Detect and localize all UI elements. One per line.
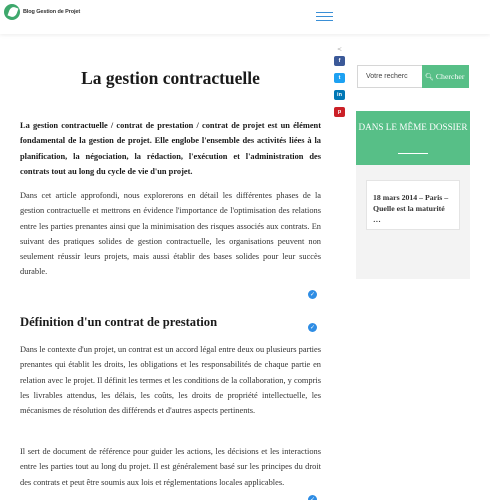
site-header: [0, 0, 490, 34]
check-badge-icon[interactable]: ✓: [309, 291, 316, 298]
leaf-logo-icon: [4, 4, 20, 20]
check-badge-icon[interactable]: ✓: [308, 495, 317, 500]
hamburger-menu-icon[interactable]: [316, 12, 333, 22]
facebook-icon[interactable]: f: [334, 56, 345, 66]
page-title: La gestion contractuelle: [81, 68, 260, 88]
linkedin-icon[interactable]: in: [334, 90, 345, 100]
site-logo[interactable]: [4, 4, 80, 20]
share-icon: <: [337, 46, 343, 53]
divider: [398, 153, 428, 154]
article-intro: La gestion contractuelle / contrat de prestation / contrat de projet est un élément fondamental de la gestion de projet. Elle englobe l'ensemble des activités liées à la planification, la négociation, la rédaction, l'exécution et l'administration des contrats tout au long du cycle de vie d'un projet.: [20, 121, 321, 176]
twitter-icon[interactable]: t: [334, 73, 345, 83]
search-button-label: Chercher: [435, 72, 465, 81]
article-paragraph: Dans cet article approfondi, nous explorerons en détail les différentes phases de la gestion contractuelle et mettrons en évidence l'importance de l'optimisation des relations entre les parties prenantes ainsi que la minimisation des risques associés aux contrats. En suivant des pratiques solides de gestion contractuelle, les organisations peuvent non seulement réussir leurs projets, mais aussi établir des bases solides pour leur succès durable.: [20, 191, 321, 277]
search-input[interactable]: Votre recherc: [357, 65, 422, 88]
article-paragraph: Il sert de document de référence pour guider les actions, les décisions et les interactions entre les parties tout au long du projet. Il est généralement basé sur les principes du droit des contrats et peut être soumis aux lois et réglementations locales applicables.: [20, 447, 321, 487]
search-icon: 🔍︎: [425, 73, 434, 81]
check-badge-icon[interactable]: ✓: [309, 324, 316, 331]
pinterest-icon[interactable]: p: [334, 107, 345, 117]
related-panel-heading: DANS LE MÊME DOSSIER: [356, 111, 470, 165]
logo-text: Blog Gestion de Projet: [23, 9, 81, 15]
related-panel: [356, 111, 470, 279]
related-article-card[interactable]: 18 mars 2014 – Paris – Quelle est la maturité …: [366, 180, 460, 230]
article-paragraph: Dans le contexte d'un projet, un contrat est un accord légal entre deux ou plusieurs parties prenantes qui établit les droits, les obligations et les responsabilités de chaque partie en relation avec le projet. Il définit les termes et les conditions de la collaboration, y compris les livrables attendus, les délais, les coûts, les droits de propriété intellectuelle, les mécanismes de résolution des différends et d'autres aspects pertinents.: [20, 345, 321, 416]
section-heading: Définition d'un contrat de prestation: [20, 315, 218, 329]
search-button[interactable]: [422, 65, 469, 88]
